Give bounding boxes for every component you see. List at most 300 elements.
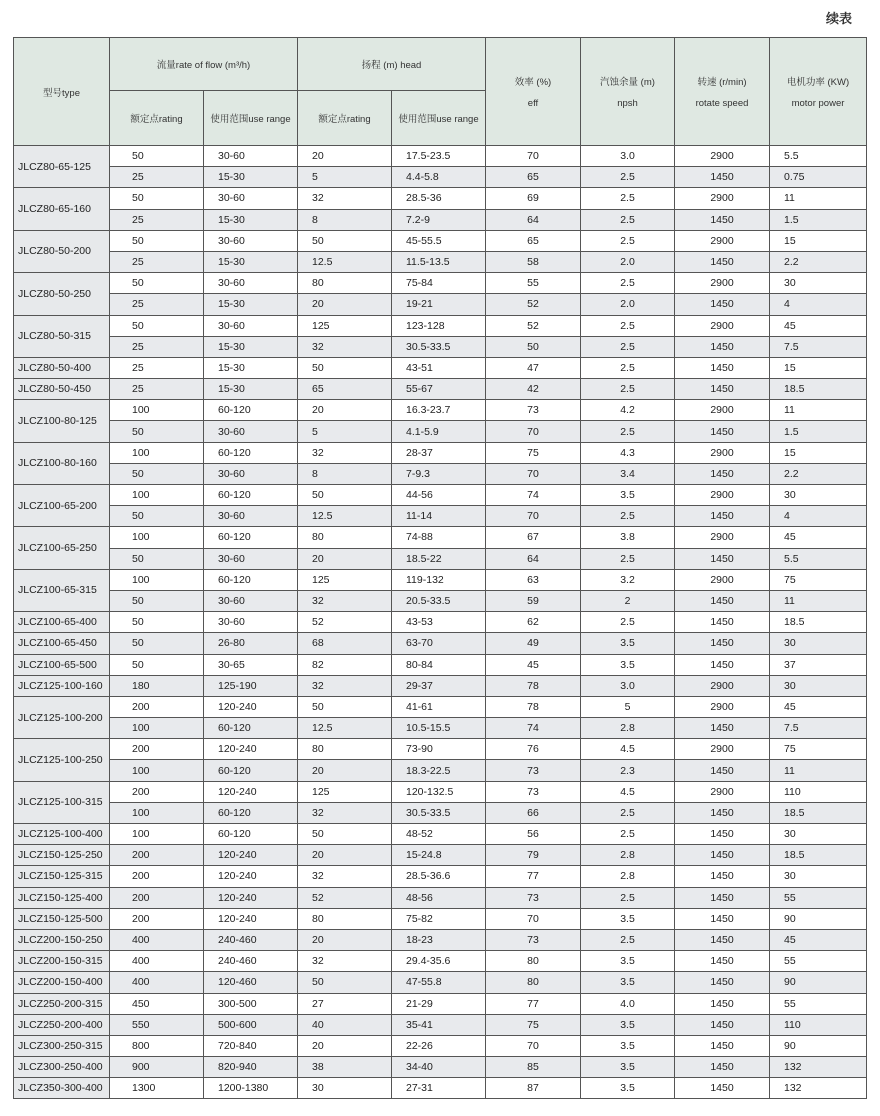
- table-row: [14, 506, 867, 527]
- cell-head-range: 30.5-33.5: [392, 802, 486, 823]
- cell-power: 45: [770, 929, 867, 950]
- cell-flow-range: 60-120: [204, 718, 298, 739]
- header-npsh: [581, 38, 675, 146]
- cell-eff: 59: [486, 590, 581, 611]
- table-row: [14, 739, 867, 760]
- cell-flow-rating: 50: [110, 548, 204, 569]
- cell-type: JLCZ80-50-250: [14, 273, 110, 315]
- cell-head-range: 47-55.8: [392, 972, 486, 993]
- cell-power: 15: [770, 230, 867, 251]
- cell-flow-range: 30-60: [204, 612, 298, 633]
- cell-type: JLCZ100-65-400: [14, 612, 110, 633]
- cell-head-range: 35-41: [392, 1014, 486, 1035]
- cell-speed: 1450: [675, 866, 770, 887]
- cell-speed: 1450: [675, 612, 770, 633]
- cell-flow-range: 30-60: [204, 230, 298, 251]
- cell-flow-rating: 800: [110, 1035, 204, 1056]
- table-row: [14, 188, 867, 209]
- cell-head-rating: 20: [298, 845, 392, 866]
- cell-speed: 1450: [675, 802, 770, 823]
- cell-eff: 80: [486, 951, 581, 972]
- cell-type: JLCZ80-50-200: [14, 230, 110, 272]
- cell-power: 30: [770, 633, 867, 654]
- cell-flow-rating: 25: [110, 167, 204, 188]
- cell-head-rating: 20: [298, 760, 392, 781]
- header-npsh-cn: 汽蚀余量 (m): [600, 77, 655, 88]
- cell-npsh: 2.5: [581, 379, 675, 400]
- cell-head-rating: 32: [298, 951, 392, 972]
- cell-power: 110: [770, 781, 867, 802]
- cell-speed: 2900: [675, 781, 770, 802]
- cell-type: JLCZ80-65-125: [14, 146, 110, 188]
- cell-npsh: 3.0: [581, 675, 675, 696]
- cell-power: 11: [770, 400, 867, 421]
- table-row: [14, 696, 867, 717]
- cell-flow-range: 240-460: [204, 929, 298, 950]
- cell-eff: 64: [486, 548, 581, 569]
- cell-npsh: 2.8: [581, 845, 675, 866]
- table-row: [14, 781, 867, 802]
- cell-npsh: 2.8: [581, 866, 675, 887]
- cell-power: 30: [770, 824, 867, 845]
- cell-flow-range: 15-30: [204, 379, 298, 400]
- cell-eff: 55: [486, 273, 581, 294]
- cell-power: 90: [770, 908, 867, 929]
- cell-npsh: 3.5: [581, 1014, 675, 1035]
- cell-npsh: 3.4: [581, 463, 675, 484]
- cell-head-rating: 38: [298, 1057, 392, 1078]
- cell-npsh: 2.5: [581, 336, 675, 357]
- cell-speed: 1450: [675, 357, 770, 378]
- cell-speed: 2900: [675, 527, 770, 548]
- cell-head-range: 21-29: [392, 993, 486, 1014]
- cell-power: 18.5: [770, 802, 867, 823]
- cell-power: 5.5: [770, 548, 867, 569]
- cell-flow-range: 30-60: [204, 590, 298, 611]
- cell-type: JLCZ200-150-400: [14, 972, 110, 993]
- cell-head-rating: 20: [298, 548, 392, 569]
- cell-npsh: 3.5: [581, 972, 675, 993]
- cell-power: 11: [770, 188, 867, 209]
- cell-eff: 73: [486, 760, 581, 781]
- table-body: [14, 146, 867, 1099]
- cell-head-range: 44-56: [392, 485, 486, 506]
- cell-type: JLCZ125-100-400: [14, 824, 110, 845]
- cell-power: 30: [770, 485, 867, 506]
- cell-head-range: 41-61: [392, 696, 486, 717]
- cell-head-rating: 50: [298, 696, 392, 717]
- cell-head-rating: 8: [298, 463, 392, 484]
- cell-flow-rating: 100: [110, 442, 204, 463]
- header-type: 型号type: [14, 38, 110, 146]
- cell-npsh: 4.5: [581, 781, 675, 802]
- cell-head-rating: 50: [298, 824, 392, 845]
- table-row: [14, 633, 867, 654]
- cell-head-rating: 40: [298, 1014, 392, 1035]
- cell-head-range: 29.4-35.6: [392, 951, 486, 972]
- cell-power: 45: [770, 696, 867, 717]
- cell-eff: 65: [486, 230, 581, 251]
- table-row: [14, 527, 867, 548]
- cell-npsh: 3.5: [581, 1035, 675, 1056]
- cell-flow-range: 720-840: [204, 1035, 298, 1056]
- cell-flow-range: 60-120: [204, 400, 298, 421]
- cell-eff: 74: [486, 485, 581, 506]
- cell-eff: 64: [486, 209, 581, 230]
- table-row: [14, 887, 867, 908]
- cell-speed: 1450: [675, 993, 770, 1014]
- cell-eff: 58: [486, 251, 581, 272]
- cell-npsh: 2.5: [581, 802, 675, 823]
- cell-flow-range: 120-240: [204, 781, 298, 802]
- header-head-range: 使用范围use range: [392, 91, 486, 146]
- cell-flow-rating: 25: [110, 294, 204, 315]
- cell-eff: 52: [486, 315, 581, 336]
- cell-head-rating: 32: [298, 336, 392, 357]
- cell-speed: 2900: [675, 485, 770, 506]
- cell-flow-rating: 400: [110, 951, 204, 972]
- cell-npsh: 2: [581, 590, 675, 611]
- cell-npsh: 3.5: [581, 654, 675, 675]
- cell-eff: 65: [486, 167, 581, 188]
- table-row: [14, 908, 867, 929]
- table-row: [14, 400, 867, 421]
- cell-flow-range: 120-240: [204, 887, 298, 908]
- cell-head-rating: 125: [298, 315, 392, 336]
- cell-head-rating: 50: [298, 485, 392, 506]
- cell-flow-range: 30-60: [204, 188, 298, 209]
- cell-npsh: 2.5: [581, 824, 675, 845]
- cell-power: 45: [770, 315, 867, 336]
- cell-type: JLCZ200-150-315: [14, 951, 110, 972]
- cell-npsh: 2.8: [581, 718, 675, 739]
- cell-flow-rating: 50: [110, 188, 204, 209]
- cell-speed: 1450: [675, 929, 770, 950]
- cell-power: 30: [770, 866, 867, 887]
- cell-type: JLCZ300-250-400: [14, 1057, 110, 1078]
- table-row: [14, 315, 867, 336]
- cell-power: 45: [770, 527, 867, 548]
- cell-npsh: 3.5: [581, 1057, 675, 1078]
- table-row: [14, 845, 867, 866]
- table-row: [14, 760, 867, 781]
- cell-eff: 70: [486, 1035, 581, 1056]
- cell-eff: 45: [486, 654, 581, 675]
- table-row: [14, 251, 867, 272]
- cell-power: 90: [770, 1035, 867, 1056]
- cell-head-rating: 50: [298, 357, 392, 378]
- cell-npsh: 4.5: [581, 739, 675, 760]
- cell-power: 30: [770, 273, 867, 294]
- cell-power: 37: [770, 654, 867, 675]
- cell-speed: 1450: [675, 590, 770, 611]
- cell-flow-rating: 200: [110, 866, 204, 887]
- cell-speed: 2900: [675, 739, 770, 760]
- cell-head-rating: 12.5: [298, 718, 392, 739]
- cell-eff: 50: [486, 336, 581, 357]
- cell-eff: 77: [486, 866, 581, 887]
- cell-eff: 73: [486, 929, 581, 950]
- cell-head-rating: 20: [298, 146, 392, 167]
- cell-speed: 1450: [675, 908, 770, 929]
- cell-flow-range: 240-460: [204, 951, 298, 972]
- cell-flow-range: 60-120: [204, 824, 298, 845]
- cell-flow-rating: 550: [110, 1014, 204, 1035]
- cell-speed: 2900: [675, 442, 770, 463]
- cell-eff: 78: [486, 696, 581, 717]
- cell-flow-range: 120-240: [204, 696, 298, 717]
- cell-eff: 75: [486, 1014, 581, 1035]
- cell-speed: 1450: [675, 506, 770, 527]
- cell-head-rating: 5: [298, 167, 392, 188]
- cell-speed: 1450: [675, 167, 770, 188]
- table-row: [14, 548, 867, 569]
- cell-head-range: 45-55.5: [392, 230, 486, 251]
- table-row: [14, 294, 867, 315]
- cell-speed: 2900: [675, 273, 770, 294]
- cell-npsh: 2.5: [581, 929, 675, 950]
- cell-head-range: 7.2-9: [392, 209, 486, 230]
- table-row: [14, 1057, 867, 1078]
- cell-type: JLCZ150-125-400: [14, 887, 110, 908]
- cell-head-range: 20.5-33.5: [392, 590, 486, 611]
- cell-head-rating: 32: [298, 866, 392, 887]
- cell-flow-rating: 100: [110, 400, 204, 421]
- cell-eff: 70: [486, 908, 581, 929]
- cell-flow-range: 120-240: [204, 739, 298, 760]
- header-speed-en: rotate speed: [695, 98, 749, 109]
- cell-head-range: 80-84: [392, 654, 486, 675]
- table-row: [14, 951, 867, 972]
- cell-flow-rating: 50: [110, 590, 204, 611]
- cell-power: 18.5: [770, 379, 867, 400]
- cell-flow-range: 15-30: [204, 209, 298, 230]
- cell-flow-rating: 50: [110, 506, 204, 527]
- cell-flow-rating: 25: [110, 209, 204, 230]
- cell-eff: 62: [486, 612, 581, 633]
- cell-flow-rating: 25: [110, 357, 204, 378]
- cell-head-rating: 12.5: [298, 506, 392, 527]
- cell-npsh: 2.0: [581, 294, 675, 315]
- cell-head-range: 43-51: [392, 357, 486, 378]
- cell-head-range: 15-24.8: [392, 845, 486, 866]
- cell-head-range: 120-132.5: [392, 781, 486, 802]
- cell-type: JLCZ125-100-160: [14, 675, 110, 696]
- table-row: [14, 209, 867, 230]
- cell-flow-rating: 50: [110, 654, 204, 675]
- cell-flow-rating: 100: [110, 527, 204, 548]
- cell-flow-range: 15-30: [204, 336, 298, 357]
- cell-eff: 73: [486, 400, 581, 421]
- cell-npsh: 3.5: [581, 951, 675, 972]
- cell-type: JLCZ125-100-315: [14, 781, 110, 823]
- cell-flow-range: 500-600: [204, 1014, 298, 1035]
- cell-eff: 80: [486, 972, 581, 993]
- cell-eff: 79: [486, 845, 581, 866]
- header-head-rating: 额定点rating: [298, 91, 392, 146]
- table-row: [14, 442, 867, 463]
- table-row: [14, 1035, 867, 1056]
- cell-speed: 1450: [675, 845, 770, 866]
- cell-power: 1.5: [770, 209, 867, 230]
- cell-speed: 1450: [675, 1057, 770, 1078]
- cell-power: 4: [770, 506, 867, 527]
- cell-speed: 1450: [675, 421, 770, 442]
- cell-power: 30: [770, 675, 867, 696]
- cell-head-rating: 80: [298, 527, 392, 548]
- cell-flow-rating: 100: [110, 760, 204, 781]
- cell-flow-rating: 100: [110, 485, 204, 506]
- cell-flow-range: 15-30: [204, 294, 298, 315]
- cell-eff: 69: [486, 188, 581, 209]
- cell-head-range: 48-56: [392, 887, 486, 908]
- cell-flow-range: 15-30: [204, 357, 298, 378]
- cell-speed: 1450: [675, 209, 770, 230]
- cell-npsh: 2.5: [581, 357, 675, 378]
- table-row: [14, 675, 867, 696]
- cell-eff: 73: [486, 781, 581, 802]
- cell-npsh: 2.5: [581, 315, 675, 336]
- cell-speed: 1450: [675, 972, 770, 993]
- cell-speed: 1450: [675, 463, 770, 484]
- cell-npsh: 3.0: [581, 146, 675, 167]
- cell-type: JLCZ250-200-315: [14, 993, 110, 1014]
- cell-head-range: 28.5-36.6: [392, 866, 486, 887]
- cell-eff: 67: [486, 527, 581, 548]
- cell-power: 2.2: [770, 251, 867, 272]
- cell-flow-range: 26-80: [204, 633, 298, 654]
- cell-power: 11: [770, 590, 867, 611]
- cell-head-range: 22-26: [392, 1035, 486, 1056]
- cell-flow-rating: 100: [110, 569, 204, 590]
- cell-type: JLCZ125-100-250: [14, 739, 110, 781]
- cell-type: JLCZ150-125-315: [14, 866, 110, 887]
- cell-power: 5.5: [770, 146, 867, 167]
- cell-eff: 70: [486, 421, 581, 442]
- cell-flow-rating: 200: [110, 739, 204, 760]
- cell-flow-rating: 50: [110, 146, 204, 167]
- cell-head-rating: 50: [298, 230, 392, 251]
- cell-speed: 1450: [675, 379, 770, 400]
- table-row: [14, 654, 867, 675]
- cell-power: 18.5: [770, 612, 867, 633]
- cell-type: JLCZ80-50-400: [14, 357, 110, 378]
- cell-type: JLCZ250-200-400: [14, 1014, 110, 1035]
- cell-head-range: 4.1-5.9: [392, 421, 486, 442]
- header-power: [770, 38, 867, 146]
- header-eff-cn: 效率 (%): [514, 77, 552, 88]
- cell-flow-range: 30-60: [204, 548, 298, 569]
- pump-spec-table: [13, 37, 867, 1099]
- cell-eff: 56: [486, 824, 581, 845]
- cell-flow-rating: 50: [110, 421, 204, 442]
- cell-speed: 2900: [675, 400, 770, 421]
- cell-speed: 1450: [675, 633, 770, 654]
- cell-power: 55: [770, 993, 867, 1014]
- cell-head-range: 18.3-22.5: [392, 760, 486, 781]
- cell-head-rating: 32: [298, 442, 392, 463]
- cell-head-range: 11-14: [392, 506, 486, 527]
- cell-eff: 63: [486, 569, 581, 590]
- table-row: [14, 929, 867, 950]
- cell-eff: 73: [486, 887, 581, 908]
- table-row: [14, 336, 867, 357]
- cell-head-range: 73-90: [392, 739, 486, 760]
- cell-speed: 2900: [675, 315, 770, 336]
- header-eff: [486, 38, 581, 146]
- cell-flow-range: 120-240: [204, 866, 298, 887]
- cell-flow-range: 15-30: [204, 167, 298, 188]
- cell-flow-range: 60-120: [204, 527, 298, 548]
- cell-head-rating: 52: [298, 612, 392, 633]
- cell-power: 75: [770, 569, 867, 590]
- cell-npsh: 2.5: [581, 421, 675, 442]
- cell-flow-rating: 180: [110, 675, 204, 696]
- table-row: [14, 463, 867, 484]
- cell-head-range: 27-31: [392, 1078, 486, 1099]
- cell-flow-range: 820-940: [204, 1057, 298, 1078]
- cell-flow-rating: 50: [110, 230, 204, 251]
- cell-flow-range: 60-120: [204, 442, 298, 463]
- table-row: [14, 824, 867, 845]
- cell-head-range: 18-23: [392, 929, 486, 950]
- cell-head-rating: 20: [298, 400, 392, 421]
- header-power-cn: 电机功率 (KW): [786, 77, 850, 88]
- table-row: [14, 273, 867, 294]
- cell-eff: 75: [486, 442, 581, 463]
- cell-speed: 2900: [675, 230, 770, 251]
- table-row: [14, 590, 867, 611]
- cell-speed: 1450: [675, 951, 770, 972]
- cell-flow-range: 60-120: [204, 760, 298, 781]
- cell-eff: 78: [486, 675, 581, 696]
- cell-head-rating: 82: [298, 654, 392, 675]
- cell-eff: 66: [486, 802, 581, 823]
- cell-npsh: 2.5: [581, 209, 675, 230]
- cell-head-rating: 8: [298, 209, 392, 230]
- cell-power: 15: [770, 357, 867, 378]
- table-row: [14, 485, 867, 506]
- cell-flow-rating: 100: [110, 802, 204, 823]
- cell-flow-range: 15-30: [204, 251, 298, 272]
- header-speed-cn: 转速 (r/min): [697, 77, 747, 88]
- cell-npsh: 2.5: [581, 167, 675, 188]
- cell-head-rating: 20: [298, 294, 392, 315]
- cell-speed: 1450: [675, 1014, 770, 1035]
- cell-flow-rating: 200: [110, 845, 204, 866]
- cell-flow-rating: 25: [110, 251, 204, 272]
- cell-eff: 70: [486, 506, 581, 527]
- table-row: [14, 569, 867, 590]
- cell-flow-rating: 200: [110, 908, 204, 929]
- cell-head-rating: 65: [298, 379, 392, 400]
- cell-head-range: 74-88: [392, 527, 486, 548]
- cell-flow-rating: 50: [110, 463, 204, 484]
- cell-head-range: 48-52: [392, 824, 486, 845]
- cell-npsh: 2.5: [581, 230, 675, 251]
- cell-power: 1.5: [770, 421, 867, 442]
- cell-power: 7.5: [770, 718, 867, 739]
- cell-eff: 70: [486, 463, 581, 484]
- cell-npsh: 2.5: [581, 188, 675, 209]
- cell-eff: 42: [486, 379, 581, 400]
- cell-npsh: 3.5: [581, 908, 675, 929]
- cell-head-rating: 12.5: [298, 251, 392, 272]
- cell-npsh: 4.0: [581, 993, 675, 1014]
- table-row: [14, 802, 867, 823]
- cell-eff: 87: [486, 1078, 581, 1099]
- cell-speed: 1450: [675, 824, 770, 845]
